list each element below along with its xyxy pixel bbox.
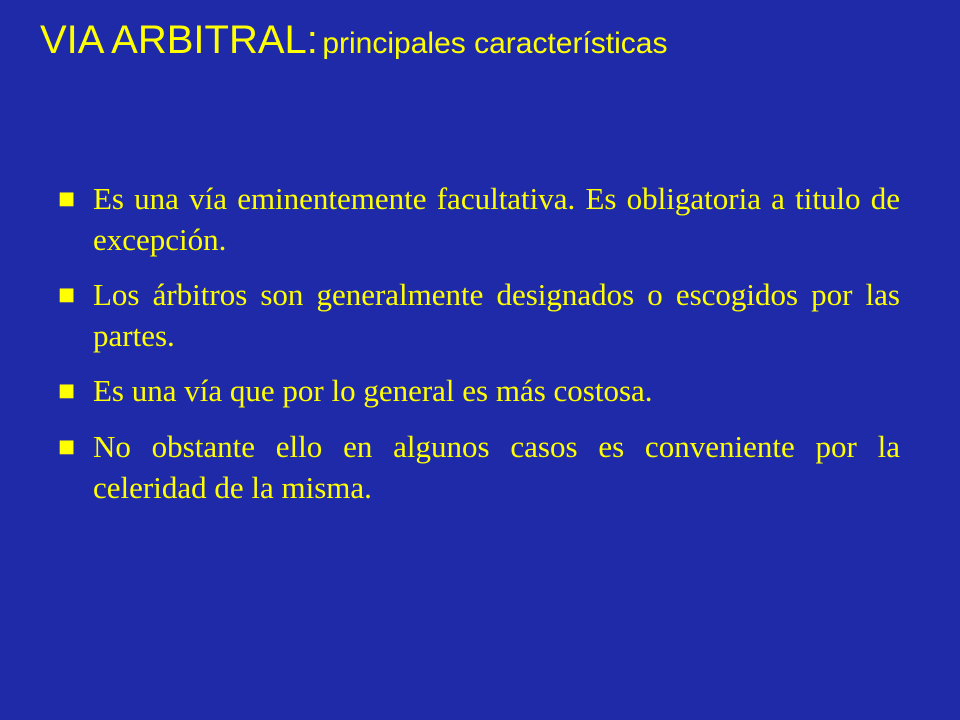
square-bullet-icon: ■ xyxy=(58,188,76,209)
bullet-text: No obstante ello en algunos casos es conveniente por la celeridad de la misma. xyxy=(93,429,900,505)
square-bullet-icon: ■ xyxy=(58,380,76,401)
slide-title xyxy=(40,20,920,60)
square-bullet-icon: ■ xyxy=(58,284,76,305)
bullet-list xyxy=(58,178,900,522)
bullet-text: Es una vía eminentemente facultativa. Es obligatoria a titulo de excepción. xyxy=(93,181,900,257)
square-bullet-icon: ■ xyxy=(58,436,76,457)
slide-title-main: VIA ARBITRAL: xyxy=(40,18,318,62)
bullet-text: Los árbitros son generalmente designados o escogidos por las partes. xyxy=(93,277,900,353)
bullet-item xyxy=(58,370,900,412)
bullet-item xyxy=(58,426,900,508)
bullet-item xyxy=(58,178,900,260)
bullet-item xyxy=(58,274,900,356)
slide-title-subtitle: principales características xyxy=(322,27,668,60)
bullet-text: Es una vía que por lo general es más costosa. xyxy=(93,373,653,408)
